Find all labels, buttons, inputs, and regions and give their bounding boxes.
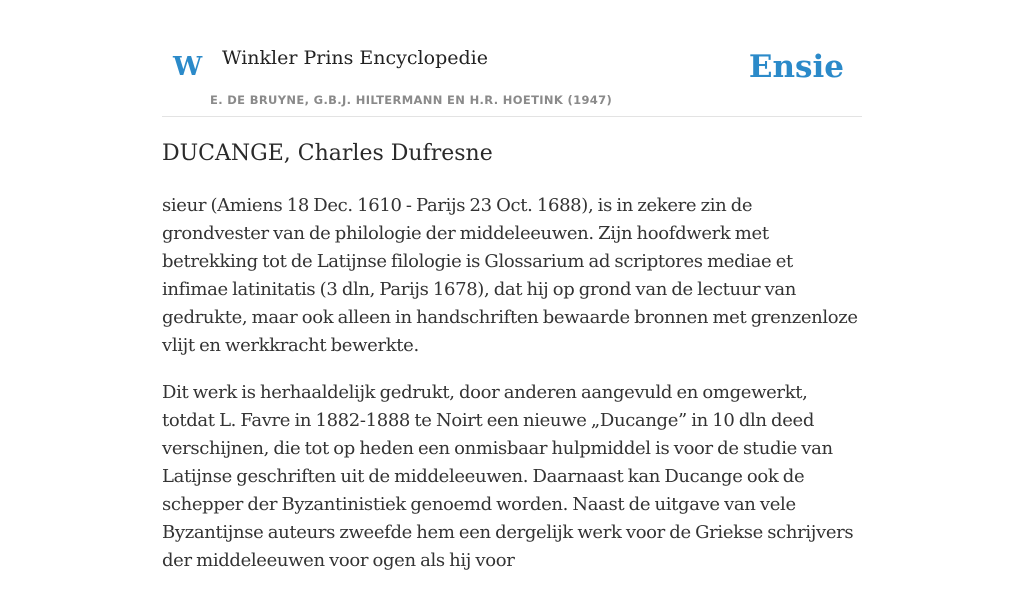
brand-logo-link[interactable]: Ensie bbox=[748, 49, 844, 85]
encyclopedia-authors: E. DE BRUYNE, G.B.J. HILTERMANN EN H.R. HOETINK (1947) bbox=[210, 93, 613, 107]
article-paragraph: Dit werk is herhaaldelijk gedrukt, door anderen aangevuld en omgewerkt, totdat L. Favre in 1882-1888 te Noirt een nieuwe „Ducange” in 10 dln deed verschijnen, die tot op heden een onmisbaar hulpmiddel is voor de studie van Latijnse geschriften uit de middeleeuwen. Daarnaast kan Ducange ook de schepper der Byzantinistiek genoemd worden. Naast de uitgave van vele Byzantijnse auteurs zweefde hem een dergelijk werk voor de Griekse schrijvers der middeleeuwen voor ogen als hij voor bbox=[162, 382, 854, 571]
header bbox=[162, 0, 862, 117]
article-title: DUCANGE, Charles Dufresne bbox=[162, 141, 493, 166]
page bbox=[162, 0, 862, 571]
article-body bbox=[162, 192, 862, 594]
encyclopedia-title[interactable]: Winkler Prins Encyclopedie bbox=[222, 47, 488, 69]
article-paragraph: sieur (Amiens 18 Dec. 1610 - Parijs 23 Oct. 1688), is in zekere zin de grondvester van de philologie der middeleeuwen. Zijn hoofdwerk met betrekking tot de Latijnse filologie is Glossarium ad scriptores mediae et infimae latinitatis (3 dln, Parijs 1678), dat hij op grond van de lectuur van gedrukte, maar ook alleen in handschriften bewaarde bronnen met grenzenloze vlijt en werkkracht bewerkte. bbox=[162, 195, 858, 356]
encyclopedia-logo: W bbox=[173, 52, 203, 82]
